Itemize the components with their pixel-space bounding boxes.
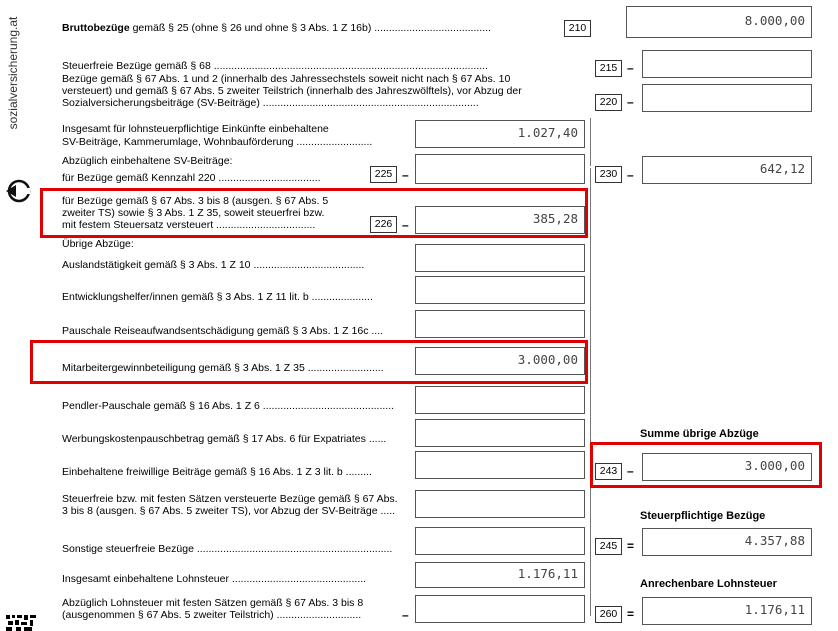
anrechenbar-value-field[interactable]: 1.176,11 (642, 597, 812, 625)
insgesamt-line1: Insgesamt für lohnsteuerpflichtige Einkünfte einbehaltene (62, 123, 329, 135)
anrechenbar-heading: Anrechenbare Lohnsteuer (640, 578, 777, 590)
steuerfrei-saetze-line2: 3 bis 8 (ausgen. § 67 Abs. 5 zweiter TS), vor Abzug der SV-Beiträge ..... (62, 505, 396, 517)
abzueglich-line2: für Bezüge gemäß Kennzahl 220 ................................... (62, 172, 321, 184)
freiwillig-value-field[interactable] (415, 451, 585, 479)
qr-code-icon (6, 613, 42, 631)
bezuege67-line1: Bezüge gemäß § 67 Abs. 1 und 2 (innerhalb des Jahressechstels soweit nicht nach § 67 Abs. 10 (62, 73, 511, 85)
bezuege67-line3: Sozialversicherungsbeiträge (SV-Beiträge) .......................................................................... (62, 97, 479, 109)
bezuege67-value-field[interactable] (642, 84, 812, 112)
steuerfrei68-value-field[interactable] (642, 50, 812, 78)
brutto-label: gemäß § 25 (ohne § 26 und ohne § 3 Abs. 1 Z 16b) ........................................ (129, 22, 491, 34)
steuerfrei68-label: Steuerfreie Bezüge gemäß § 68 .............................................................................................. (62, 60, 488, 72)
bracket-line (590, 118, 591, 166)
mitarbeiter-label: Mitarbeitergewinnbeteiligung gemäß § 3 Abs. 1 Z 35 .......................... (62, 362, 384, 374)
bezuege67-line2: versteuert) und gemäß § 67 Abs. 5 zweiter Teilstrich (innerhalb des Jahreszwölftels), vor Abzug der (62, 85, 522, 97)
entwicklung-value-field[interactable] (415, 276, 585, 304)
summe-value-field[interactable]: 3.000,00 (642, 453, 812, 481)
werbung-label: Werbungskostenpauschbetrag gemäß § 17 Abs. 6 für Expatriates ...... (62, 433, 387, 445)
code-220: 220 (595, 94, 622, 111)
lohnsteuer-value-field[interactable]: 1.176,11 (415, 562, 585, 588)
op-minus-225: – (402, 168, 409, 182)
bezuege3bis8-line1: für Bezüge gemäß § 67 Abs. 3 bis 8 (ausgen. § 67 Abs. 5 (62, 195, 329, 207)
code-210: 210 (564, 20, 591, 37)
brutto-label-bold: Bruttobezüge (62, 22, 130, 34)
bracket-line (590, 168, 591, 566)
side-url-text: sozialversicherung.at (6, 16, 20, 130)
op-minus-lohnsteuer: – (402, 608, 409, 622)
summe-heading: Summe übrige Abzüge (640, 428, 759, 440)
bezuege3bis8-line3: mit festem Steuersatz versteuert .................................. (62, 219, 316, 231)
code-226: 226 (370, 216, 397, 233)
pauschale-value-field[interactable] (415, 310, 585, 338)
lohnsteuer-fest-line2: (ausgenommen § 67 Abs. 5 zweiter Teilstrich) ............................. (62, 609, 362, 621)
bezuege3bis8-value-field[interactable]: 385,28 (415, 206, 585, 234)
bezuege3bis8-line2: zweiter TS) sowie § 3 Abs. 1 Z 35, soweit steuerfrei bzw. (62, 207, 325, 219)
insgesamt-value-field[interactable]: 1.027,40 (415, 120, 585, 148)
pendler-label: Pendler-Pauschale gemäß § 16 Abs. 1 Z 6 ............................................. (62, 400, 395, 412)
sv-total-value-field[interactable]: 642,12 (642, 156, 812, 184)
code-215: 215 (595, 60, 622, 77)
op-equals-245: = (627, 539, 635, 553)
pendler-value-field[interactable] (415, 386, 585, 414)
op-minus-243: – (627, 464, 634, 478)
bracket-line (590, 566, 591, 616)
werbung-value-field[interactable] (415, 419, 585, 447)
highlight-226 (40, 188, 588, 238)
op-minus-230: – (627, 168, 634, 182)
steuerfrei-saetze-line1: Steuerfreie bzw. mit festen Sätzen versteuerte Bezüge gemäß § 67 Abs. (62, 493, 398, 505)
code-230: 230 (595, 166, 622, 183)
code-243: 243 (595, 463, 622, 480)
lohnsteuer-label: Insgesamt einbehaltene Lohnsteuer .............................................. (62, 573, 367, 585)
accessibility-icon (4, 176, 34, 206)
code-225: 225 (370, 166, 397, 183)
steuerfrei-saetze-value-field[interactable] (415, 490, 585, 518)
ausland-label: Auslandstätigkeit gemäß § 3 Abs. 1 Z 10 ...................................... (62, 259, 365, 271)
steuerpflichtig-value-field[interactable]: 4.357,88 (642, 528, 812, 556)
sonstige-label: Sonstige steuerfreie Bezüge ................................................................... (62, 543, 393, 555)
entwicklung-label: Entwicklungshelfer/innen gemäß § 3 Abs. 1 Z 11 lit. b ..................... (62, 291, 373, 303)
lohnsteuer-fest-line1: Abzüglich Lohnsteuer mit festen Sätzen gemäß § 67 Abs. 3 bis 8 (62, 597, 364, 609)
highlight-243 (590, 442, 822, 488)
abzueglich-line1: Abzüglich einbehaltene SV-Beiträge: (62, 155, 233, 167)
op-minus-226: – (402, 218, 409, 232)
steuerpflichtig-heading: Steuerpflichtige Bezüge (640, 510, 766, 522)
op-minus-215: – (627, 61, 634, 75)
mitarbeiter-value-field[interactable]: 3.000,00 (415, 347, 585, 375)
op-minus-220: – (627, 95, 634, 109)
brutto-value-field[interactable]: 8.000,00 (626, 6, 812, 38)
pauschale-label: Pauschale Reiseaufwandsentschädigung gemäß § 3 Abs. 1 Z 16c .... (62, 325, 384, 337)
ausland-value-field[interactable] (415, 244, 585, 272)
uebrige-heading: Übrige Abzüge: (62, 238, 134, 250)
freiwillig-label: Einbehaltene freiwillige Beiträge gemäß § 16 Abs. 1 Z 3 lit. b ......... (62, 466, 372, 478)
code-260: 260 (595, 606, 622, 623)
lohnsteuer-fest-value-field[interactable] (415, 595, 585, 623)
sonstige-value-field[interactable] (415, 527, 585, 555)
abzueglich-value-field[interactable] (415, 154, 585, 184)
insgesamt-line2: SV-Beiträge, Kammerumlage, Wohnbauförderung .......................... (62, 136, 373, 148)
code-245: 245 (595, 538, 622, 555)
highlight-mitarbeiter (30, 340, 588, 384)
op-equals-260: = (627, 607, 635, 621)
